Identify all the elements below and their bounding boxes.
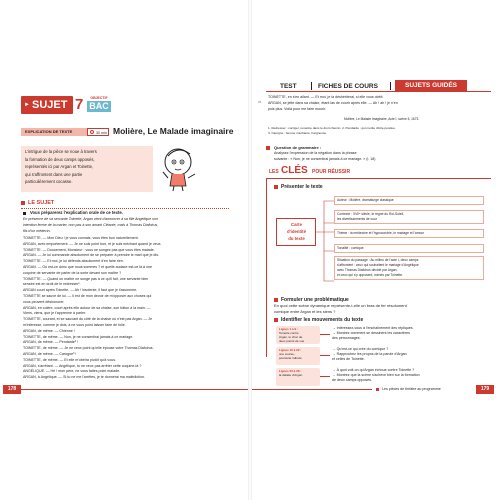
text-line: sensée est en droit de le redresser¹. (23, 282, 81, 287)
text-line: TOINETTE, de même. — Je ne veux point qu'elle épouse votre Thomas Diafoirus. (23, 346, 154, 351)
text-line: m'intéresse, comme je dois, à ne vous point laisser faire de folie. (23, 323, 126, 327)
carte-item-text: Tonalité : comique (337, 245, 364, 250)
mouvement-label: Lignes 23 à 28 : (279, 369, 302, 373)
tab-divider (390, 82, 391, 90)
text-line: coquine de servante de parler de la sorte devant son maître ? (23, 270, 122, 275)
text-line: 1. Redresser : corriger, remettre dans le droit chemin. 2. Pendarde : qui mérite d'être pendue. (268, 126, 396, 130)
footer-rule (252, 389, 372, 390)
text-title: Molière, Le Malade imaginaire (113, 126, 234, 136)
header-nav (266, 80, 491, 92)
mouvement-label: Lignes 10 à 22 : (279, 348, 302, 352)
mouvement-connector (320, 355, 330, 356)
present-heading: Présenter le texte (281, 184, 323, 190)
explication-tag (21, 128, 87, 136)
text-line: suivante : « Non, je ne consentirai jamais à ce mariage. » (l. 18) (274, 157, 376, 161)
text-line: Carte (291, 222, 302, 227)
question-label: Question de grammaire : (274, 145, 322, 150)
text-line: L'intrigue de la pièce se noue à travers (25, 149, 97, 154)
cles-label-a: LES (269, 169, 279, 175)
cles-frame (266, 179, 267, 357)
formuler-heading: Formuler une problématique (281, 297, 349, 303)
text-line: TOINETTE, courant, et se sauvant du côté de la chaise où n'est pas Argan. — Je (23, 317, 153, 322)
page-number-left: 178 (3, 385, 21, 394)
text-line: TOINETTE. — Et moi, je lui défends absolument d'en faire rien. (23, 259, 124, 264)
mouvement-text: de deux camps opposés. (332, 378, 372, 382)
mouvement-label: poursuite ridicule (279, 356, 302, 360)
footer-rule (21, 389, 249, 390)
carte-item-text: les divertissements de cour (337, 216, 377, 221)
mouvement-label: Lignes 1 à 9 : (279, 327, 299, 331)
mouvement-text: → À quoi voit-on qu'Argan échoue contre Toinette ? (332, 368, 415, 372)
text-line: 3. Carogne : femme méchante, hargneuse. (268, 131, 327, 135)
text-line: ARGAN court après Toinette. — Ah ! insolente, il faut que je t'assomme. (23, 288, 138, 293)
text-line: ARGAN, de même. — Chienne ! (23, 328, 75, 333)
line-number-marker: 25 (258, 100, 262, 104)
text-line: TOINETTE, de même. — Et elle m'obéira plutôt qu'à vous. (23, 357, 116, 362)
bullet-icon (23, 212, 26, 215)
left-footer (0, 385, 249, 394)
mouvement-label: Toinette contre (279, 331, 299, 335)
square-icon (274, 318, 278, 322)
text-line: particulièrement cocasse. (25, 179, 73, 184)
mouvement-text: → Montrez comment se dessinent les caractères (332, 331, 410, 335)
carte-item-text: Auteur : Molière, dramaturge classique (337, 197, 394, 202)
mouvement-connector (320, 334, 330, 335)
text-line: ARGAN, de même. — Pendarde² ! (23, 340, 79, 345)
carte-box (276, 218, 316, 246)
text-line: ANGÉLIQUE. — Hé ! mon père, ne vous faites point malade. (23, 369, 121, 374)
identifier-heading: Identifier les mouvements du texte (281, 317, 364, 323)
page-number-right: 179 (476, 385, 494, 394)
right-footer (252, 385, 500, 394)
text-line: TOINETTE. — Mon Dieu ! je vous connais, vous êtes bon naturellement. (23, 236, 139, 240)
carte-item-text: avec Thomas Diafoirus décidé par Argan, (337, 267, 398, 272)
tab-divider (311, 82, 312, 90)
objectif-label: OBJECTIF (90, 96, 108, 100)
text-line: ARGAN. — Où est-ce donc que nous sommes ? et quelle audace est-ce là à une (23, 265, 153, 269)
carte-connectors (316, 195, 334, 305)
clock-icon (90, 130, 94, 134)
mouvement-label: deux points de vue (279, 339, 305, 343)
le-sujet-label: LE SUJET (28, 200, 55, 206)
character-illustration (160, 140, 200, 192)
square-icon (274, 298, 278, 302)
text-line: ARGAN. — Je lui commande absolument de se préparer à prendre le mari que je dis. (23, 253, 160, 258)
mouvement-text: des personnages. (332, 336, 361, 340)
tab-fiches[interactable]: FICHES DE COURS (318, 83, 378, 90)
sujet-number: 7 (75, 96, 84, 113)
text-line: représentés ici par Argan et Toinette, (25, 164, 94, 169)
text-line: Analysez l'expression de la négation dans la phrase (274, 151, 357, 155)
text-line: TOINETTE. — Quand un maître ne songe pas à ce qu'il fait, une servante bien (23, 276, 149, 281)
cles-header (266, 165, 491, 179)
text-line: TOINETTE, de même. — Non, je ne consentirai jamais à ce mariage. (23, 334, 134, 339)
bac-label: BAC (87, 101, 111, 112)
mouvement-text: → Rapprochez les propos de la parole d'Argan (332, 352, 407, 356)
text-line: puis plus. Voilà pour me faire mourir. (268, 107, 327, 111)
duree-label: 30 min (96, 130, 107, 135)
text-line: ARGAN, s'arrêtant. — Angélique, tu ne veux pas arrêter cette coquine-là ? (23, 363, 142, 368)
carte-item-text: Situation du passage : Au milieu de l'acte I, deux camps (337, 257, 419, 262)
le-sujet-header (21, 199, 229, 209)
footer-square-icon (376, 388, 379, 391)
mouvement-text: → Montrez que la scène s'achève bien sur la formation (332, 373, 420, 377)
subject-instruction: Vous préparerez l'explication orale de ce texte. (30, 210, 123, 215)
text-line: En présence de sa servante Toinette, Argan vient d'annoncer à sa fille Angélique son (23, 217, 158, 221)
text-line: du texte (288, 236, 305, 241)
mouvement-text: → Qu'est-ce qui crée du comique ? (332, 347, 389, 351)
square-icon (274, 185, 278, 189)
text-line: Viens, viens, que je t'apprenne à parler. (23, 311, 86, 316)
right-page (252, 0, 500, 500)
left-page (0, 0, 249, 500)
sujet-label: SUJET (32, 99, 68, 111)
mouvement-label: la défaite d'Argan (279, 373, 303, 377)
mouvement-text: et celles de Toinette. (332, 357, 365, 361)
tab-test[interactable]: TEST (280, 83, 297, 90)
text-line: d'identité (287, 229, 306, 234)
footer-chapter: Les pièces de théâtre au programme (382, 387, 441, 391)
text-line: vous peuvent déshonorer. (23, 299, 65, 304)
carte-item-text: Contexte : XVIIᵉ siècle, le règne du Roi-Soleil, (337, 211, 405, 216)
tab-sujets[interactable]: SUJETS GUIDÉS (395, 80, 467, 91)
mouvement-connector (320, 376, 330, 377)
cles-label-b: CLÉS (281, 165, 308, 176)
explication-label: EXPLICATION DE TEXTE (25, 129, 73, 134)
text-line: ARGAN, de même. — Carogne³ ! (23, 352, 77, 356)
text-line: ARGAN, se jette dans sa chaise, étant las de courir après elle. — Ah ! ah ! je n'en (268, 101, 398, 105)
carte-item-text: s'affrontent : ceux qui souhaitent le mariage d'Angélique (337, 262, 419, 267)
badge-arrow-icon: ► (24, 102, 30, 108)
objectif-bac-tag (87, 96, 111, 114)
mouvement-label: une course- (279, 352, 295, 356)
sujet-badge (21, 96, 73, 114)
carte-item-text: Thème : la médecine et l'hypocondrie, le mariage et l'amour (337, 230, 425, 235)
text-line: ARGAN, à Angélique. — Si tu ne me l'arrêtes, je te donnerai ma malédiction. (23, 375, 145, 380)
text-line: TOINETTE, en s'en allant. — Et moi, je la déshériterai, si elle vous obéit. (268, 95, 384, 99)
cles-label-c: POUR RÉUSSIR (312, 169, 351, 175)
text-line: comique entre Argan et les siens ? (274, 309, 336, 314)
text-line: ARGAN, avec emportement. — Je ne suis point bon, et je suis méchant quand je veux. (23, 241, 162, 246)
text-line: TOINETTE se sauve de lui. — Il est de mon devoir de m'opposer aux choses qui (23, 294, 152, 298)
text-line: TOINETTE. — Doucement, Monsieur : vous ne songez pas que vous êtes malade. (23, 247, 155, 252)
text-source: Molière, Le Malade imaginaire, Acte I, scène 5, 1673. (344, 117, 420, 121)
mouvement-label: Argan, le choc de (279, 335, 303, 339)
text-line: fils d'un médecin. (23, 228, 51, 233)
text-line: ARGAN, en colère, court après elle autour de sa chaise, son bâton à la main. — (23, 305, 151, 310)
square-icon (21, 201, 25, 205)
carte-item-text: et ceux qui s'y opposent, menés par Toinette. (337, 272, 403, 277)
text-line: En quoi cette scène dynamique représente-t-elle un bras de fer résolument (274, 303, 407, 308)
text-line: la formation de deux camps opposés, (25, 156, 95, 162)
mouvement-text: → Intéressez-vous à l'enchaînement des répliques. (332, 326, 414, 330)
duree-tag (87, 128, 109, 136)
text-line: qui s'affrontent dans une partie (25, 171, 83, 177)
square-icon (266, 146, 270, 150)
text-line: intention ferme de la marier, non pas à son amant Cléante, mais à Thomas Diafoirus, (23, 222, 159, 227)
